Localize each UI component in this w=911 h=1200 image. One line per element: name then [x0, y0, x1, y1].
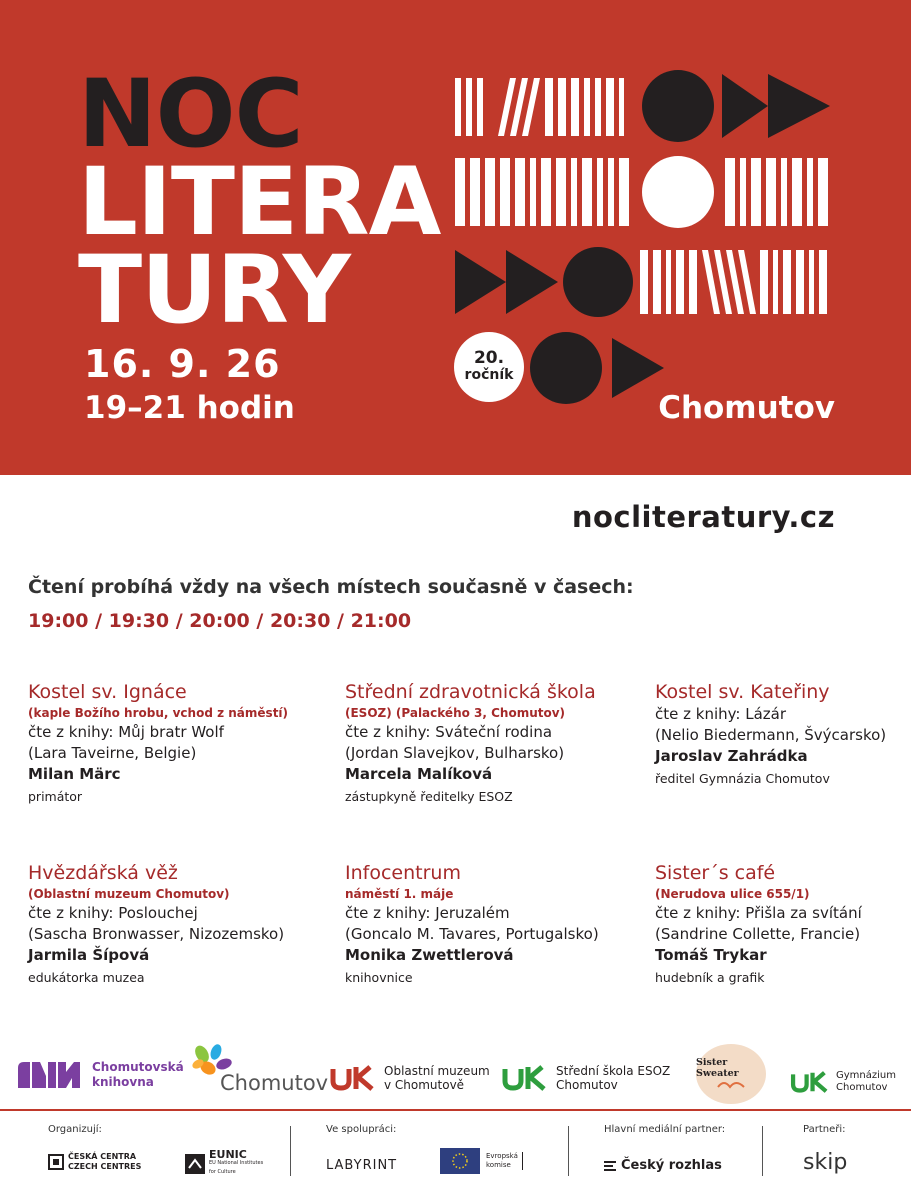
venue-reader-role: primátor: [28, 789, 83, 804]
ec-line2: komise: [486, 1161, 511, 1169]
venue-name: Hvězdářská věž: [28, 862, 178, 884]
venue-card: [345, 680, 645, 809]
venue-author: (Sascha Bronwasser, Nizozemsko): [28, 925, 285, 943]
footer-separator: [290, 1126, 291, 1176]
venue-book: čte z knihy: Přišla za svítání: [655, 904, 862, 922]
venue-reader: Jarmila Šípová: [28, 946, 150, 964]
cafe-name: Sister Sweater: [696, 1057, 739, 1079]
footer-separator: [762, 1126, 763, 1176]
organizers-label: Organizují:: [48, 1124, 102, 1135]
edition-word: ročník: [464, 367, 514, 383]
gymnasium-logo: [790, 1070, 896, 1094]
venue-reader-role: hudebník a grafik: [655, 970, 765, 985]
ec-line1: Evropská: [486, 1152, 518, 1160]
title-line-2: LITERA: [78, 148, 441, 257]
footer-separator: [568, 1126, 569, 1176]
skip-logo: skip: [803, 1150, 848, 1175]
venue-card: [655, 680, 905, 791]
venue-name: Sister´s café: [655, 862, 776, 884]
venue-card: [345, 861, 645, 990]
venue-reader: Milan Märc: [28, 765, 121, 783]
gymnasium-name-line1: Gymnázium: [836, 1070, 896, 1081]
library-mark-icon: [16, 1060, 82, 1090]
venue-reader: Marcela Malíková: [345, 765, 493, 783]
website-link[interactable]: nocliteratury.cz: [571, 500, 835, 534]
venue-address: (Nerudova ulice 655/1): [655, 887, 810, 901]
media-partner-label: Hlavní mediální partner:: [604, 1124, 726, 1135]
uk-mark-icon: [330, 1065, 376, 1091]
cooperation-label: Ve spolupráci:: [326, 1124, 397, 1135]
venue-book: čte z knihy: Sváteční rodina: [345, 723, 553, 741]
venue-reader-role: ředitel Gymnázia Chomutov: [655, 771, 830, 786]
venue-name: Kostel sv. Ignáce: [28, 681, 187, 703]
czech-radio-name: Český rozhlas: [621, 1158, 722, 1173]
city-logo: [190, 1044, 328, 1094]
venue-book: čte z knihy: Jeruzalém: [345, 904, 510, 922]
venue-address: (Oblastní muzeum Chomutov): [28, 887, 230, 901]
title-line-3: TURY: [78, 236, 350, 345]
city-name: Chomutov: [220, 1071, 329, 1095]
cafe-logo: [696, 1044, 766, 1104]
venue-card: [28, 680, 328, 809]
venue-card: [655, 861, 905, 990]
czech-radio-mark-icon: [604, 1160, 616, 1172]
logo-row: [0, 1042, 911, 1106]
event-city: Chomutov: [658, 390, 835, 426]
venue-card: [28, 861, 328, 990]
event-hours: 19–21 hodin: [84, 390, 295, 426]
czech-centres-line2: CZECH CENTRES: [68, 1162, 142, 1171]
czech-centres-logo: [48, 1152, 141, 1172]
venue-book: čte z knihy: Lázár: [655, 705, 787, 723]
intro-text: Čtení probíhá vždy na všech místech současně v časech:: [28, 576, 634, 598]
european-commission-logo: [440, 1148, 523, 1174]
venue-reader-role: zástupkyně ředitelky ESOZ: [345, 789, 513, 804]
venue-author: (Lara Taveirne, Belgie): [28, 744, 197, 762]
eunic-mark-icon: [185, 1154, 205, 1174]
venue-address: (kaple Božího hrobu, vchod z náměstí): [28, 706, 289, 720]
reading-times: 19:00 / 19:30 / 20:00 / 20:30 / 21:00: [28, 610, 412, 632]
library-logo: [16, 1060, 184, 1090]
venue-reader: Tomáš Trykar: [655, 946, 767, 964]
library-name-line2: knihovna: [92, 1075, 154, 1089]
venue-author: (Jordan Slavejkov, Bulharsko): [345, 744, 565, 762]
school-logo: [502, 1064, 670, 1092]
school-name-line2: Chomutov: [556, 1078, 618, 1092]
venue-reader-role: edukátorka muzea: [28, 970, 145, 985]
uk-mark-icon: [790, 1071, 830, 1093]
venue-author: (Nelio Biedermann, Švýcarsko): [655, 726, 887, 744]
library-name-line1: Chomutovská: [92, 1060, 184, 1074]
venue-reader: Jaroslav Zahrádka: [655, 747, 808, 765]
venue-address: (ESOZ) (Palackého 3, Chomutov): [345, 706, 566, 720]
venue-address: náměstí 1. máje: [345, 887, 454, 901]
czech-radio-logo: [604, 1158, 722, 1173]
museum-logo: [330, 1064, 490, 1092]
hero-banner: [0, 0, 911, 475]
cafe-ornament-icon: [716, 1079, 746, 1091]
czech-centres-mark-icon: [48, 1154, 64, 1170]
venue-name: Kostel sv. Kateřiny: [655, 681, 830, 703]
venue-author: (Goncalo M. Tavares, Portugalsko): [345, 925, 599, 943]
edition-number: 20.: [473, 348, 505, 368]
partners-label: Partneři:: [803, 1124, 846, 1135]
venue-book: čte z knihy: Můj bratr Wolf: [28, 723, 224, 741]
books-pattern-graphic: [450, 68, 850, 338]
school-name-line1: Střední škola ESOZ: [556, 1064, 671, 1078]
title-line-1: NOC: [78, 60, 303, 169]
eunic-name: EUNIC: [209, 1148, 247, 1161]
museum-name-line2: v Chomutově: [384, 1078, 465, 1092]
gymnasium-name-line2: Chomutov: [836, 1082, 888, 1093]
edition-badge: [454, 332, 524, 402]
venue-reader: Monika Zwettlerová: [345, 946, 514, 964]
labyrint-logo: LABYRINT: [326, 1158, 398, 1173]
uk-mark-icon: [502, 1065, 548, 1091]
czech-centres-line1: ČESKÁ CENTRA: [68, 1152, 137, 1161]
eunic-sub-line1: EU National Institutes: [209, 1160, 264, 1166]
eunic-sub-line2: for Culture: [209, 1169, 236, 1175]
circle-arrow-graphic: [526, 330, 676, 406]
event-date: 16. 9. 26: [84, 342, 281, 386]
eunic-logo: [185, 1150, 263, 1177]
museum-name-line1: Oblastní muzeum: [384, 1064, 490, 1078]
venue-name: Infocentrum: [345, 862, 461, 884]
venue-author: (Sandrine Collette, Francie): [655, 925, 861, 943]
footer-divider: [0, 1109, 911, 1111]
venue-name: Střední zdravotnická škola: [345, 681, 596, 703]
eu-flag-icon: [440, 1148, 480, 1174]
venue-book: čte z knihy: Poslouchej: [28, 904, 198, 922]
venue-reader-role: knihovnice: [345, 970, 413, 985]
